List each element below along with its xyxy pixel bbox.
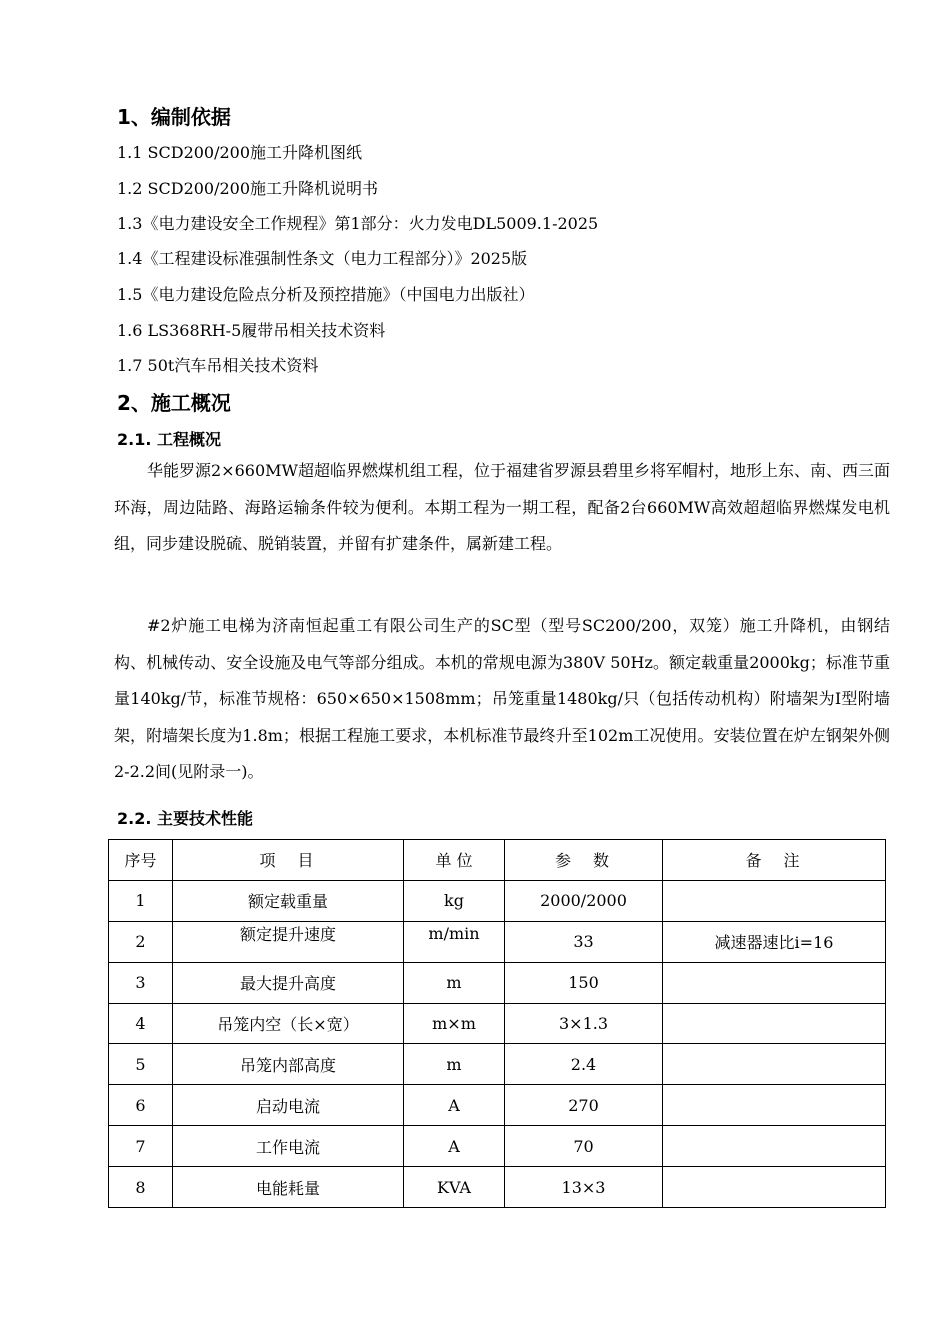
header-cell-unit: 单 位 <box>404 840 505 881</box>
cell-item: 启动电流 <box>173 1085 404 1126</box>
reference-item: 1.7 50t汽车吊相关技术资料 <box>117 356 319 375</box>
cell-unit: A <box>404 1085 505 1126</box>
cell-item: 电能耗量 <box>173 1167 404 1208</box>
header-cell-value: 参 数 <box>505 840 663 881</box>
cell-value: 70 <box>505 1126 663 1167</box>
cell-remark <box>663 1126 886 1167</box>
table-row <box>109 1003 886 1044</box>
reference-item: 1.4《工程建设标准强制性条文（电力工程部分）》2025版 <box>117 249 528 268</box>
table-row <box>109 962 886 1003</box>
cell-no: 4 <box>109 1003 173 1044</box>
table-row <box>109 1126 886 1167</box>
overview-paragraph: 华能罗源2×660MW超超临界燃煤机组工程，位于福建省罗源县碧里乡将军帽村，地形上东、南、西三面环海，周边陆路、海路运输条件较为便利。本期工程为一期工程，配备2台660MW高效超超临界燃煤发电机组，同步建设脱硫、脱销装置，并留有扩建条件，属新建工程。 <box>114 461 890 553</box>
cell-no: 5 <box>109 1044 173 1085</box>
cell-unit: kg <box>404 880 505 921</box>
reference-item: 1.3《电力建设安全工作规程》第1部分：火力发电DL5009.1-2025 <box>117 214 599 233</box>
cell-value: 2.4 <box>505 1044 663 1085</box>
cell-no: 1 <box>109 880 173 921</box>
elevator-paragraph: #2炉施工电梯为济南恒起重工有限公司生产的SC型（型号SC200/200，双笼）施工升降机，由钢结构、机械传动、安全设施及电气等部分组成。本机的常规电源为380V 50Hz。额定载重量2000kg；标准节重量140kg/节，标准节规格：650×650×1508mm；吊笼重量1480kg/只（包括传动机构）附墙架为Ⅰ型附墙架，附墙架长度为1.8m；根据工程施工要求，本机标准节最终升至102m工况使用。安装位置在炉左钢架外侧2-2.2间(见附录一)。 <box>114 616 890 781</box>
cell-unit: A <box>404 1126 505 1167</box>
cell-value: 150 <box>505 962 663 1003</box>
section-2-heading: 2、施工概况 <box>117 391 231 415</box>
reference-item: 1.5《电力建设危险点分析及预控措施》（中国电力出版社） <box>117 285 535 304</box>
cell-no: 7 <box>109 1126 173 1167</box>
table-row <box>109 880 886 921</box>
cell-item: 吊笼内空（长×宽） <box>173 1003 404 1044</box>
reference-item: 1.2 SCD200/200施工升降机说明书 <box>117 179 379 198</box>
technical-spec-table <box>108 839 886 1208</box>
cell-remark <box>663 1044 886 1085</box>
cell-unit: m <box>404 962 505 1003</box>
cell-remark <box>663 1085 886 1126</box>
cell-remark <box>663 1167 886 1208</box>
table-row <box>109 1085 886 1126</box>
header-cell-no: 序号 <box>109 840 173 881</box>
cell-value: 33 <box>505 921 663 962</box>
cell-remark <box>663 1003 886 1044</box>
cell-no: 6 <box>109 1085 173 1126</box>
header-cell-remark: 备 注 <box>663 840 886 881</box>
cell-unit: KVA <box>404 1167 505 1208</box>
cell-item <box>173 921 404 962</box>
cell-value: 13×3 <box>505 1167 663 1208</box>
cell-item: 最大提升高度 <box>173 962 404 1003</box>
cell-unit: m <box>404 1044 505 1085</box>
reference-item: 1.6 LS368RH-5履带吊相关技术资料 <box>117 321 386 340</box>
table-row <box>109 1167 886 1208</box>
cell-no: 8 <box>109 1167 173 1208</box>
cell-remark <box>663 880 886 921</box>
cell-unit-text: m/min <box>428 924 480 944</box>
table-row <box>109 921 886 962</box>
cell-value: 3×1.3 <box>505 1003 663 1044</box>
cell-value: 270 <box>505 1085 663 1126</box>
cell-value: 2000/2000 <box>505 880 663 921</box>
subsection-heading: 2.2. 主要技术性能 <box>117 809 253 828</box>
table-header-row <box>109 840 886 881</box>
cell-unit <box>404 921 505 962</box>
cell-item: 吊笼内部高度 <box>173 1044 404 1085</box>
reference-item: 1.1 SCD200/200施工升降机图纸 <box>117 143 363 162</box>
cell-no: 2 <box>109 921 173 962</box>
section-1-heading: 1、编制依据 <box>117 105 231 129</box>
table-row <box>109 1044 886 1085</box>
cell-item: 额定载重量 <box>173 880 404 921</box>
cell-remark: 减速器速比i=16 <box>663 921 886 962</box>
cell-item: 工作电流 <box>173 1126 404 1167</box>
cell-remark <box>663 962 886 1003</box>
subsection-heading: 2.1. 工程概况 <box>117 430 221 449</box>
cell-no: 3 <box>109 962 173 1003</box>
cell-item-text: 额定提升速度 <box>239 925 336 945</box>
header-cell-item: 项 目 <box>173 840 404 881</box>
cell-unit: m×m <box>404 1003 505 1044</box>
